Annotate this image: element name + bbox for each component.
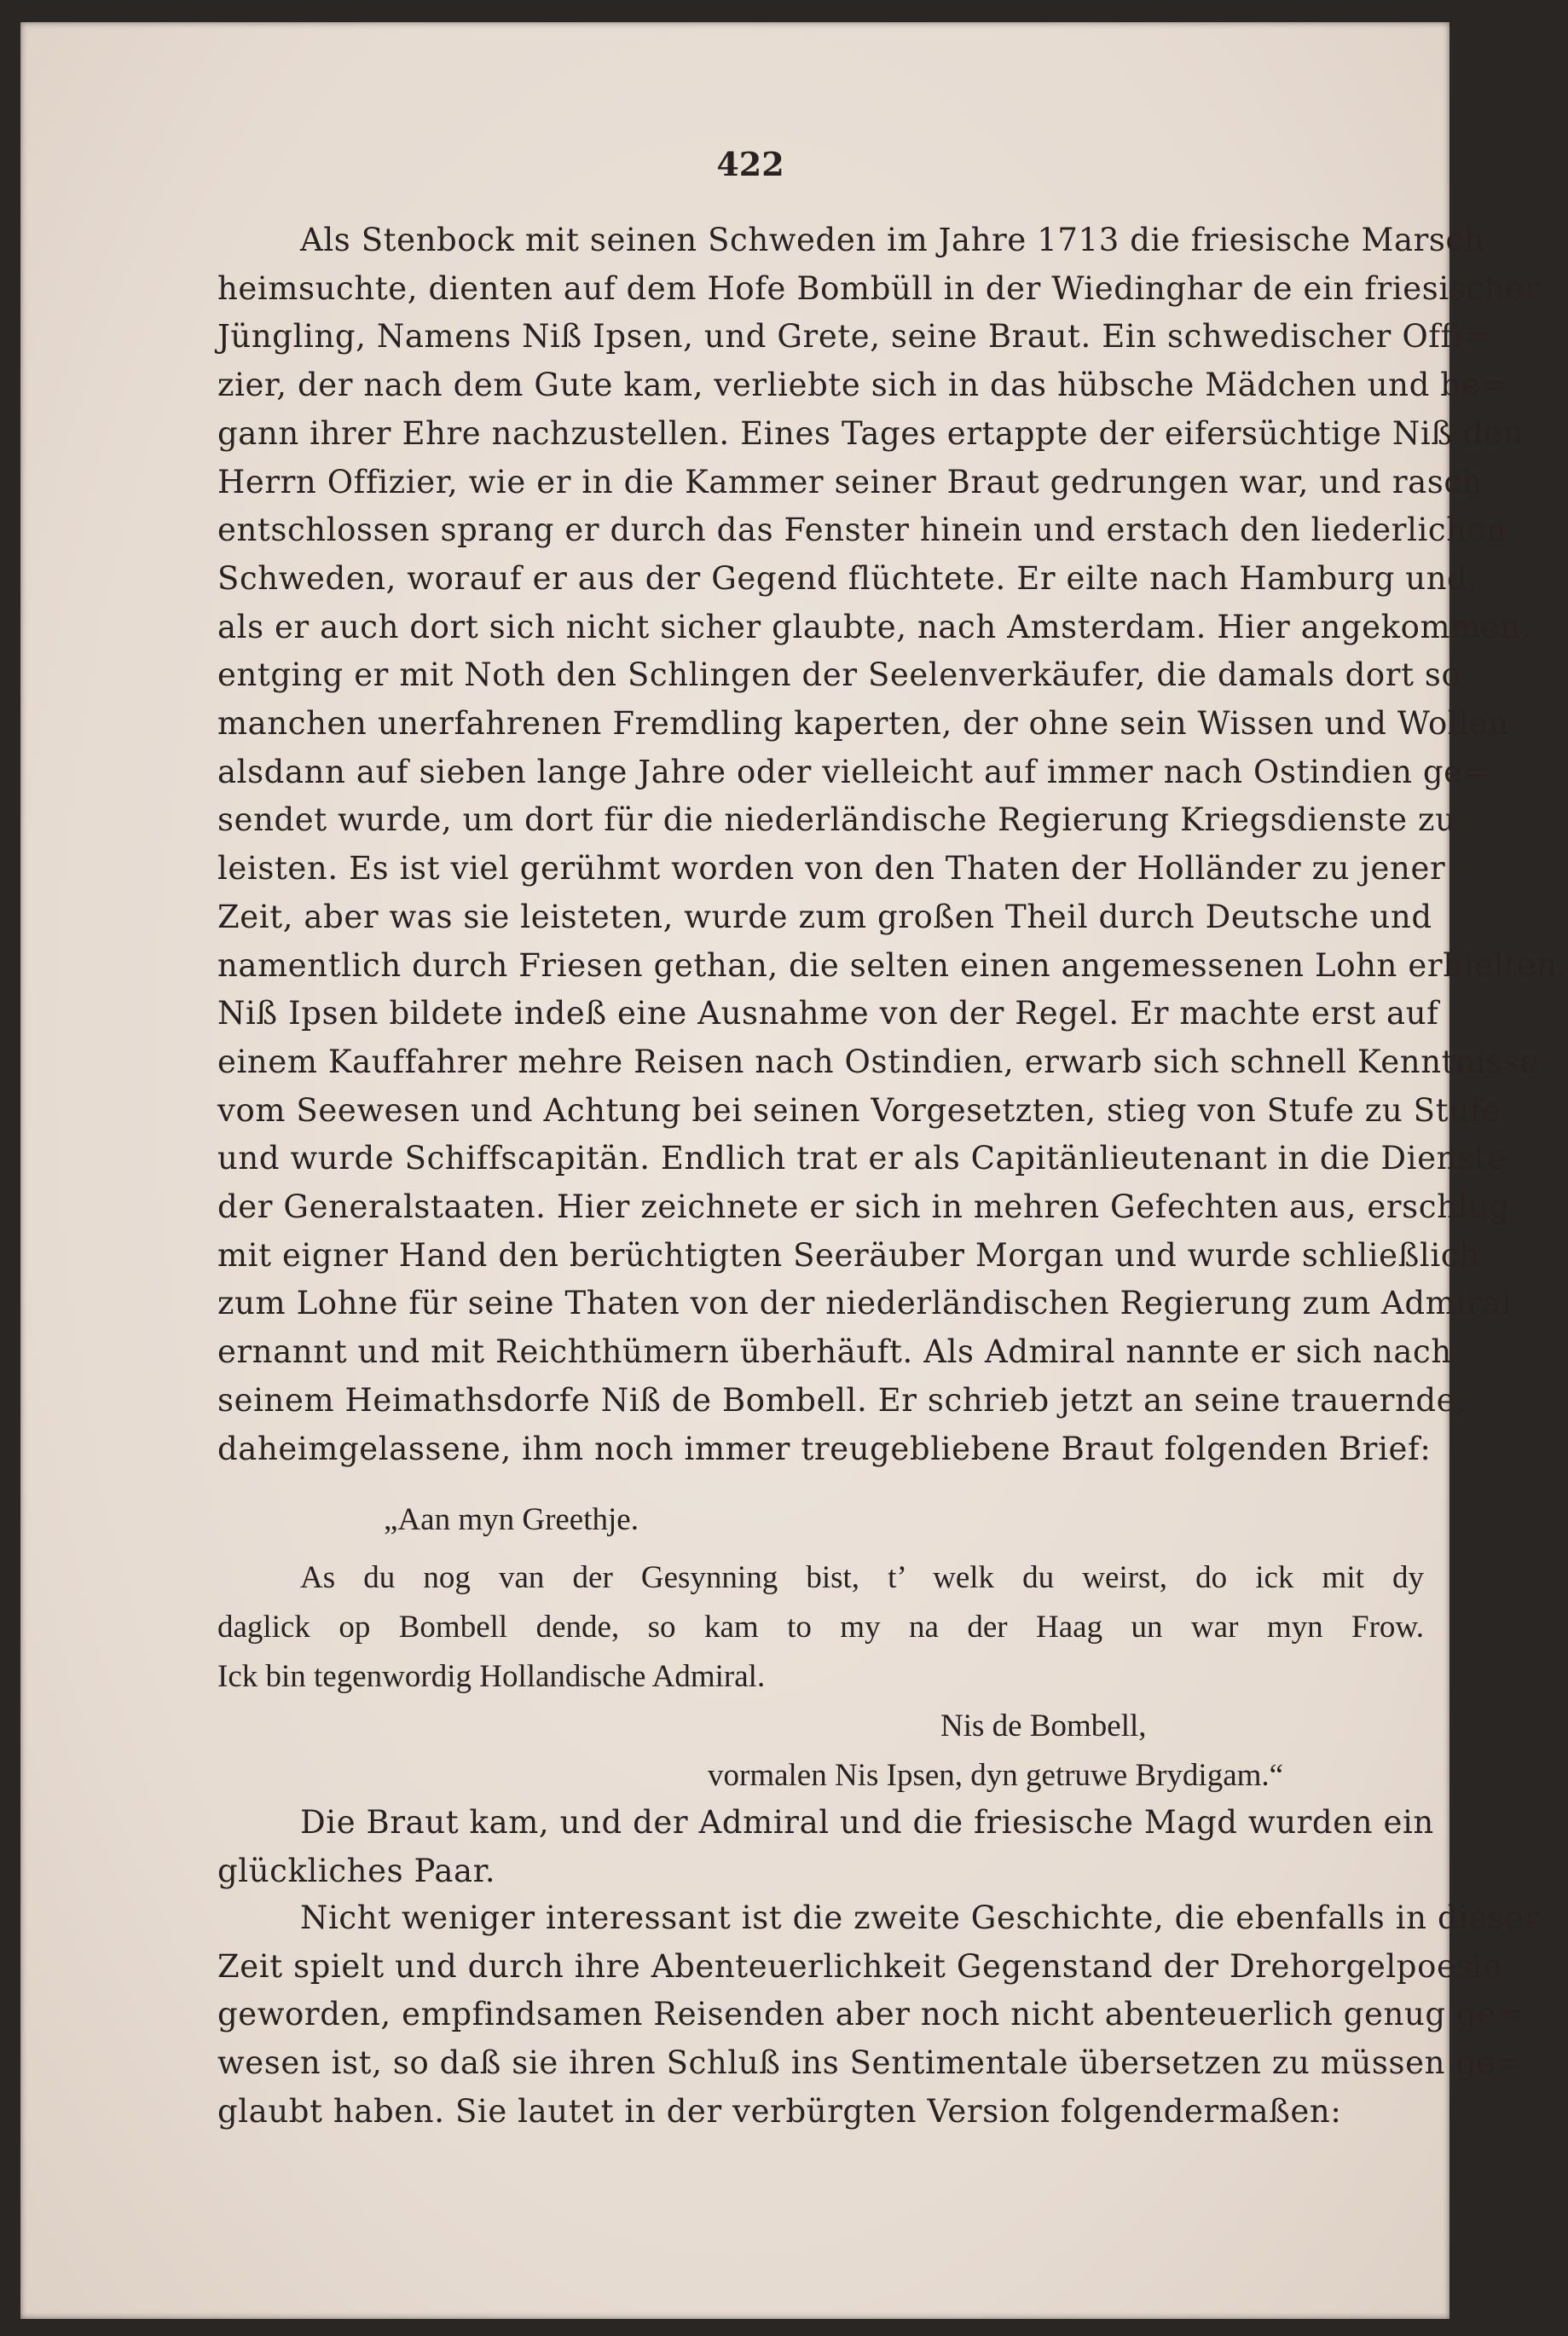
- text-line: Die Braut kam, und der Admiral und die friesische Magd wurden ein: [300, 1804, 1434, 1841]
- text-line: glaubt haben. Sie lautet in der verbürgten Version folgendermaßen:: [217, 2092, 1342, 2130]
- text-line: Nicht weniger interessant ist die zweite Geschichte, die ebenfalls in dieser: [300, 1899, 1540, 1936]
- letter-salutation: „Aan myn Greethje.: [384, 1502, 639, 1537]
- text-line: namentlich durch Friesen gethan, die selten einen angemessenen Lohn erhielten.: [217, 946, 1568, 984]
- letter-line: Ick bin tegenwordig Hollandische Admiral.: [217, 1659, 766, 1694]
- letter: [217, 1495, 1424, 1801]
- text-line: heimsuchte, dienten auf dem Hofe Bombüll in der Wiedinghar de ein friesischer: [217, 269, 1540, 307]
- text-line: leisten. Es ist viel gerühmt worden von den Thaten der Holländer zu jener: [217, 850, 1446, 888]
- text-line: geworden, empfindsamen Reisenden aber noch nicht abenteuerlich genug ge=: [217, 1996, 1524, 2033]
- paragraph-3: [217, 1894, 1540, 2137]
- text-line: Herrn Offizier, wie er in die Kammer seiner Braut gedrungen war, und rasch: [217, 463, 1484, 500]
- text-line: ernannt und mit Reichthümern überhäuft. Als Admiral nannte er sich nach: [217, 1333, 1452, 1371]
- letter-line: As du nog van der Gesynning bist, t’ welk du weirst, do ick mit dy: [300, 1560, 1424, 1595]
- text-line: zier, der nach dem Gute kam, verliebte sich in das hübsche Mädchen und be=: [217, 367, 1507, 404]
- text-line: gann ihrer Ehre nachzustellen. Eines Tages ertappte der eifersüchtige Niß den: [217, 414, 1525, 452]
- text-line: glückliches Paar.: [217, 1852, 496, 1889]
- text-line: und wurde Schiffscapitän. Endlich trat er als Capitänlieutenant in die Dienste: [217, 1140, 1507, 1177]
- text-line: alsdann auf sieben lange Jahre oder vielleicht auf immer nach Ostindien ge=: [217, 753, 1490, 790]
- text-line: Schweden, worauf er aus der Gegend flüchtete. Er eilte nach Hamburg und,: [217, 559, 1478, 597]
- text-line: Als Stenbock mit seinen Schweden im Jahre 1713 die friesische Marsch: [300, 222, 1485, 258]
- text-line: manchen unerfahrenen Fremdling kaperten, der ohne sein Wissen und Wollen: [217, 705, 1509, 743]
- text-line: entging er mit Noth den Schlingen der Seelenverkäufer, die damals dort so: [217, 656, 1461, 694]
- text-line: Zeit, aber was sie leisteten, wurde zum großen Theil durch Deutsche und: [217, 898, 1432, 935]
- paragraph-1: [217, 217, 1568, 1473]
- text-line: wesen ist, so daß sie ihren Schluß ins Sentimentale übersetzen zu müssen ge=: [217, 2044, 1523, 2082]
- text-line: als er auch dort sich nicht sicher glaubte, nach Amsterdam. Hier angekommen,: [217, 608, 1532, 645]
- page-number: 422: [716, 145, 784, 183]
- text-line: entschlossen sprang er durch das Fenster hinein und erstach den liederlichen: [217, 512, 1507, 549]
- text-line: zum Lohne für seine Thaten von der niederländischen Regierung zum Admiral: [217, 1285, 1513, 1322]
- text-line: sendet wurde, um dort für die niederländische Regierung Kriegsdienste zu: [217, 801, 1456, 839]
- text-line: der Generalstaaten. Hier zeichnete er sich in mehren Gefechten aus, erschlug: [217, 1188, 1510, 1226]
- letter-signature-name: Nis de Bombell,: [940, 1709, 1147, 1743]
- text-line: Niß Ipsen bildete indeß eine Ausnahme von der Regel. Er machte erst auf: [217, 995, 1439, 1032]
- text-line: Jüngling, Namens Niß Ipsen, und Grete, seine Braut. Ein schwedischer Offi=: [217, 318, 1490, 356]
- text-line: mit eigner Hand den berüchtigten Seeräuber Morgan und wurde schließlich: [217, 1236, 1480, 1274]
- letter-line: daglick op Bombell dende, so kam to my na der Haag un war myn Frow.: [217, 1610, 1424, 1645]
- text-line: vom Seewesen und Achtung bei seinen Vorgesetzten, stieg von Stufe zu Stufe: [217, 1091, 1501, 1129]
- text-line: seinem Heimathsdorfe Niß de Bombell. Er schrieb jetzt an seine trauernde,: [217, 1381, 1467, 1419]
- text-line: Zeit spielt und durch ihre Abenteuerlichkeit Gegenstand der Drehorgelpoesie: [217, 1947, 1502, 1985]
- paragraph-2: [217, 1799, 1434, 1895]
- letter-signature-former: vormalen Nis Ipsen, dyn getruwe Brydigam.“: [708, 1758, 1284, 1793]
- text-line: daheimgelassene, ihm noch immer treugebliebene Braut folgenden Brief:: [217, 1430, 1432, 1467]
- text-line: einem Kauffahrer mehre Reisen nach Ostindien, erwarb sich schnell Kenntnisse: [217, 1043, 1539, 1080]
